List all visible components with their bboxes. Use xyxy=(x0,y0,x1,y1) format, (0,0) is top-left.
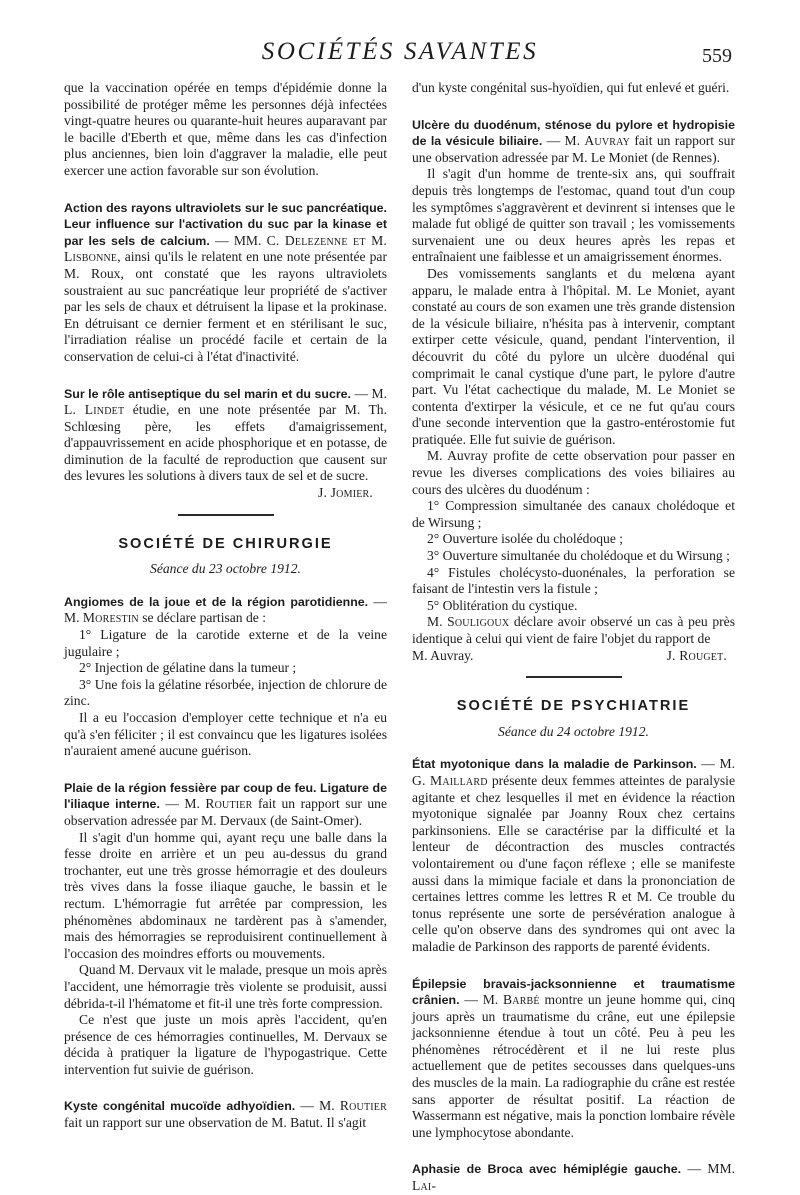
author-name: Routier xyxy=(339,1098,387,1114)
author-name: Souligoux xyxy=(447,614,510,630)
list-item: 4° Fistules cholécysto-duonénales, la perforation se faisant de l'intestin vers la fistule ; xyxy=(412,564,735,597)
list-item: 3° Ouverture simultanée du cholédoque et du Wirsung ; xyxy=(427,548,730,564)
author-name: L. Lindet xyxy=(64,402,125,418)
running-header xyxy=(0,38,800,74)
author-name: Morestin xyxy=(82,610,139,626)
article-heading: Action des rayons ultraviolets sur le suc pancréatique. Leur influence sur l'activation du suc par la kinase et par les sels de calcium. xyxy=(64,200,387,248)
paragraph: Quand M. Dervaux vit le malade, presque un mois après l'accident, une hémorragie très violente se produisit, aussi débrida-t-il l'hématome et fit-il une très forte compression. xyxy=(64,962,387,1011)
paragraph: Il a eu l'occasion d'employer cette technique et n'a eu qu'à s'en féliciter ; il est convaincu que les ligatures isolées n'auraient amené aucune guérison. xyxy=(64,710,387,759)
list-item: 2° Ouverture isolée du cholédoque ; xyxy=(427,531,624,547)
author-name: Barbé xyxy=(503,992,540,1008)
paragraph: M. Souligoux déclare avoir observé un cas à peu près identique à celui qui vient de faire l'objet du rapport de xyxy=(412,614,735,646)
page-number: 559 xyxy=(702,45,732,67)
article-heading: Sur le rôle antiseptique du sel marin et du sucre. xyxy=(64,386,351,401)
article-kyste: Kyste congénital mucoïde adhyoïdien. — M. Routier fait un rapport sur une observation de M. Batut. Il s'agit xyxy=(64,1098,387,1131)
signature: J. Jomier. xyxy=(318,485,373,501)
paragraph: M. Auvray profite de cette observation pour passer en revue les diverses complications des voies biliaires au cours des ulcères du duodénum : xyxy=(412,448,735,497)
article-heading: Plaie de la région fessière par coup de feu. Ligature de l'iliaque interne. xyxy=(64,780,387,812)
article-heading: État myotonique dans la maladie de Parkinson. xyxy=(412,757,697,772)
continued-paragraph: que la vaccination opérée en temps d'épidémie donne la possibilité de protéger même les personnes déjà infectées vingt-quatre heures ou quarante-huit heures auparavant par le bacille d'Eberth et que, même dans les cas d'infection plus anciennes, bien loin d'aggraver la maladie, elle peut exercer une action favorable sur son évolution. xyxy=(64,80,387,178)
author-name: G. Maillard xyxy=(412,772,488,788)
list-item: 1° Compression simultanée des canaux cholédoque et de Wirsung ; xyxy=(412,498,735,530)
section-title-psychiatrie: SOCIÉTÉ DE PSYCHIATRIE xyxy=(456,698,691,715)
right-column xyxy=(412,80,735,1195)
article-heading: Kyste congénital mucoïde adhyoïdien. xyxy=(64,1099,296,1114)
article-heading: Aphasie de Broca avec hémiplégie gauche. xyxy=(412,1162,682,1177)
author-name: C. Delezenne et M. Lisbonne xyxy=(64,232,387,265)
list-item: 1° Ligature de la carotide externe et de la veine jugulaire ; xyxy=(64,627,387,659)
author-name: Auvray xyxy=(584,133,631,149)
list-item: 2° Injection de gélatine dans la tumeur ; xyxy=(79,660,297,676)
article-epilepsie: Épilepsie bravais-jacksonnienne et traumatisme crânien. — M. Barbé montre un jeune homme qui, cinq jours après un traumatisme du crâne, eut une épilepsie jacksonnienne étendue à tout un côté. Peu à peu les phénomènes rétrocédèrent et il ne lui reste plus actuellement que de petites secousses dans quelques-uns des muscles de la main. La radiographie du crâne est restée sans apporter de résultat positif. La réaction de Wassermann est négative, mais la ponction lombaire révèle une lymphocytose abondante. xyxy=(412,976,735,1140)
article-salt: Sur le rôle antiseptique du sel marin et du sucre. — M. L. Lindet étudie, en une note présentée par M. Th. Schlœsing père, les effets d'amaigrissement, d'appauvrissement en acide phosphorique et en potasse, de diminution de la faculté de reproduction que causent sur des levures les solutions à divers taux de sel et de sucre. xyxy=(64,385,387,484)
article-angiomes: Angiomes de la joue et de la région parotidienne. — M. Morestin se déclare partisan de : xyxy=(64,593,387,626)
article-heading: Ulcère du duodénum, sténose du pylore et hydropisie de la vésicule biliaire. xyxy=(412,117,735,149)
article-plaie: Plaie de la région fessière par coup de feu. Ligature de l'iliaque interne. — M. Routier fait un rapport sur une observation adressée par M. Dervaux (de Saint-Omer). xyxy=(64,780,387,828)
list-item: 3° Une fois la gélatine résorbée, injection de chlorure de zinc. xyxy=(64,676,387,709)
paragraph: Ce n'est que juste un mois après l'accident, qu'en présence de ces hémorragies continuelles, M. Dervaux se décida à pratiquer la ligature de l'hypogastrique. Cette intervention fut suivie de guérison. xyxy=(64,1012,387,1077)
author-name: Lai- xyxy=(412,1178,437,1194)
article-etat-myotonique: État myotonique dans la maladie de Parkinson. — M. G. Maillard présente deux femmes atteintes de paralysie agitante et chez lesquelles il met en évidence la réaction myotonique signalée par Joanny Roux chez certains parkinsoniens. Elle se caractérise par la difficulté et la lenteur de décontraction des muscles contractés volontairement ou d'une façon réflexe ; elle se manifeste aussi dans la mimique faciale et dans la prononciation de certaines lettres comme les lettres R et M. Ce trouble du tonus représente une sorte de persévération analogue à celle qu'on observe dans des syndromes qui ont avec la maladie de Parkinson des rapports de parenté évidents. xyxy=(412,756,735,954)
article-heading: Épilepsie bravais-jacksonnienne et traumatisme crânien. xyxy=(412,976,735,1008)
article-uv: Action des rayons ultraviolets sur le suc pancréatique. Leur influence sur l'activation du suc par la kinase et par les sels de calcium. — MM. C. Delezenne et M. Lisbonne, ainsi qu'ils le relatent en une note présentée par M. Roux, ont constaté que les rayons ultraviolets soustraient au suc pancréatique leur propriété de s'activer par les sels de chaux et détruisent la lipase et la prokinase. En détruisant ce dernier ferment et en stérilisant le suc, l'irradiation réalise un procédé facile et certain de la conservation de celui-ci à l'état d'inactivité. xyxy=(64,200,387,364)
section-divider xyxy=(526,676,622,678)
article-ulcere: Ulcère du duodénum, sténose du pylore et hydropisie de la vésicule biliaire. — M. Auvray fait un rapport sur une observation adressée par M. Le Moniet (de Rennes). xyxy=(412,117,736,165)
closing-line: M. Auvray. J. Rouget. xyxy=(412,647,727,663)
author-name: Routier xyxy=(205,796,253,812)
left-column xyxy=(64,80,387,1132)
continued-paragraph: d'un kyste congénital sus-hyoïdien, qui fut enlevé et guéri. xyxy=(412,80,730,95)
section-title-chirurgie: SOCIÉTÉ DE CHIRURGIE xyxy=(118,535,333,552)
numbered-list xyxy=(64,627,387,710)
section-divider xyxy=(178,514,274,516)
session-date: Séance du 24 octobre 1912. xyxy=(498,723,649,739)
numbered-list xyxy=(412,498,735,614)
article-heading: Angiomes de la joue et de la région parotidienne. xyxy=(64,594,369,609)
paragraph: Il s'agit d'un homme de trente-six ans, qui souffrait depuis très longtemps de l'estomac, quand tout d'un coup les symptômes s'aggravèrent et devinrent si intenses que le malade fut obligé de quitter son travail ; les vomissements survenaient une ou deux heures après les repas et entraînaient une faiblesse et un amaigrissement énormes. xyxy=(412,166,735,265)
signature: J. Rouget. xyxy=(666,647,727,663)
article-aphasie: Aphasie de Broca avec hémiplégie gauche. — MM. Lai- xyxy=(412,1161,736,1194)
paragraph: Il s'agit d'un homme qui, ayant reçu une balle dans la fesse droite en arrière et un peu au-dessus du grand trochanter, eut une très grosse hémorragie et des douleurs très vives dans la fosse iliaque gauche, le bassin et le rectum. L'hémorragie fut arrêtée par compression, les phénomènes abdominaux ne tardèrent pas à s'amender, mais des hémorragies se reproduisirent continuellement à l'occasion des moindres efforts ou mouvements. xyxy=(64,829,387,961)
list-item: 5° Oblitération du cystique. xyxy=(427,597,578,613)
running-title: SOCIÉTÉS SAVANTES xyxy=(261,38,539,65)
paragraph: Des vomissements sanglants et du melœna ayant apparu, le malade entra à l'hôpital. M. Le Moniet, ayant constaté au cours de son examen une très grande distension de la vésicule biliaire, n'hésita pas à intervenir, comptant extirper cette vésicule, quand, pendant l'intervention, il découvrit du côté du pylore un ulcère duodénal qui comprimait le canal cystique d'une part, le pylore d'autre part. Vu l'état cachectique du malade, M. Le Moniet se contenta d'extirper la vésicule, et ce ne fut qu'au cours d'une seconde intervention que la gastro-entérostomie fut pratiquée. Elle fut suivie de guérison. xyxy=(412,265,735,447)
session-date: Séance du 23 octobre 1912. xyxy=(150,561,301,577)
